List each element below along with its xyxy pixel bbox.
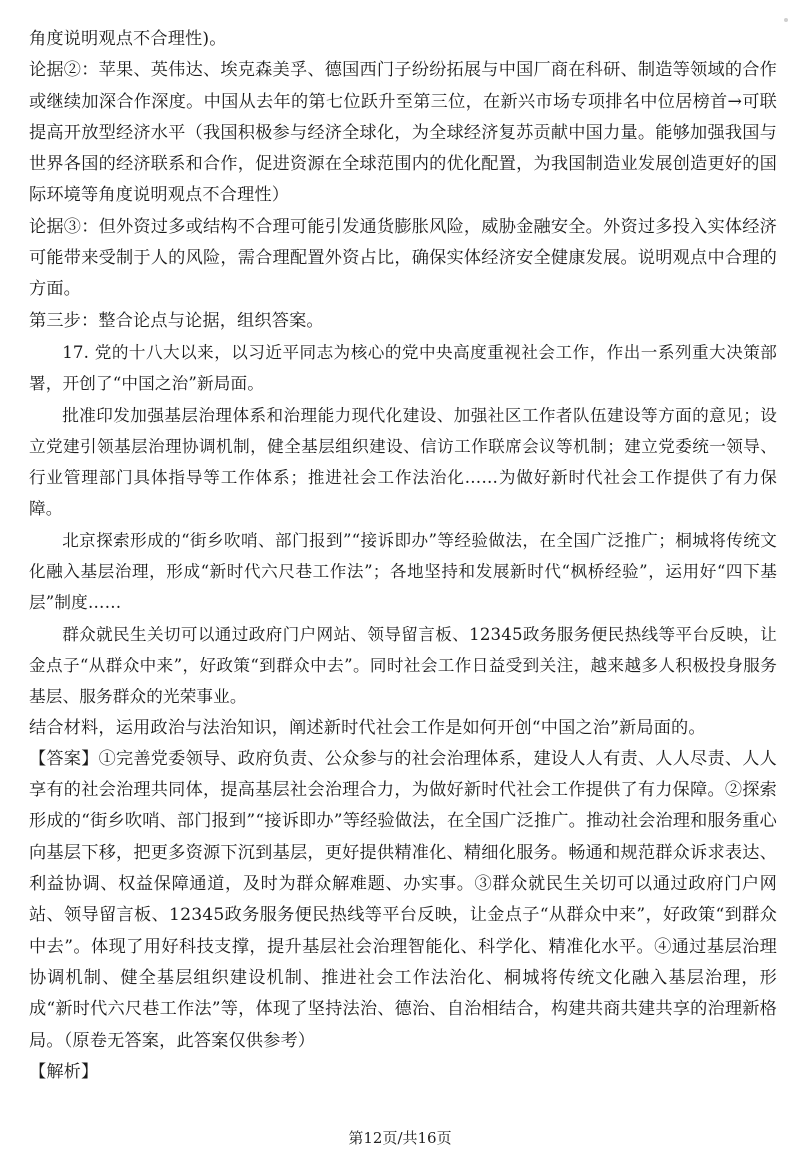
paragraph-argument-2: 论据②：苹果、英伟达、埃克森美孚、德国西门子纷纷拓展与中国厂商在科研、制造等领域的合作或继续加深合作深度。中国从去年的第七位跃升至第三位，在新兴市场专项排名中位居榜首→可联提高开放型经济水平（我国积极参与经济全球化，为全球经济复苏贡献中国力量。能够加强我国与世界各国的经济联系和合作，促进资源在全球范围内的优化配置，为我国制造业发展创造更好的国际环境等角度说明观点不合理性） — [29, 60, 777, 206]
page-content — [29, 24, 777, 1088]
material-paragraph-1: 批准印发加强基层治理体系和治理能力现代化建设、加强社区工作者队伍建设等方面的意见；设立党建引领基层治理协调机制，健全基层组织建设、信访工作联席会议等机制；建立党委统一领导、行业管理部门具体指导等工作体系；推进社会工作法治化……为做好新时代社会工作提供了有力保障。 — [29, 405, 777, 519]
paragraph-argument-3: 论据③：但外资过多或结构不合理可能引发通货膨胀风险，威胁金融安全。外资过多投入实体经济可能带来受制于人的风险，需合理配置外资占比，确保实体经济安全健康发展。说明观点中合理的方面。 — [29, 216, 777, 300]
scan-dot — [784, 18, 788, 22]
paragraph-step-3: 第三步：整合论点与论据，组织答案。 — [29, 310, 324, 331]
paragraph-continuation: 角度说明观点不合理性)。 — [29, 29, 227, 49]
analysis-label: 【解析】 — [29, 1061, 99, 1082]
answer-paragraph: 【答案】①完善党委领导、政府负责、公众参与的社会治理体系，建设人人有责、人人尽责、人人享有的社会治理共同体，提高基层社会治理合力，为做好新时代社会工作提供了有力保障。②探索形成的“街乡吹哨、部门报到”“接诉即办”等经验做法，在全国广泛推广。推动社会治理和服务重心向基层下移，把更多资源下沉到基层，更好提供精准化、精细化服务。畅通和规范群众诉求表达、利益协调、权益保障通道，及时为群众解难题、办实事。③群众就民生关切可以通过政府门户网站、领导留言板、12345政务服务便民热线等平台反映，让金点子“从群众中来”，好政策“到群众中去”。体现了用好科技支撑，提升基层社会治理智能化、科学化、精准化水平。④通过基层治理协调机制、健全基层组织建设机制、推进社会工作法治化、桐城将传统文化融入基层治理，形成“新时代六尺巷工作法”等，体现了坚持法治、德治、自治相结合，构建共商共建共享的治理新格局。（原卷无答案，此答案仅供参考） — [29, 748, 777, 1051]
material-paragraph-2: 北京探索形成的“街乡吹哨、部门报到”“接诉即办”等经验做法，在全国广泛推广；桐城将传统文化融入基层治理，形成“新时代六尺巷工作法”；各地坚持和发展新时代“枫桥经验”，运用好“四下基层”制度…… — [29, 530, 777, 613]
question-17-stem: 17. 党的十八大以来，以习近平同志为核心的党中央高度重视社会工作，作出一系列重大决策部署，开创了“中国之治”新局面。 — [29, 342, 777, 394]
page-number-footer: 第12页/共16页 — [348, 1129, 452, 1147]
question-17-prompt: 结合材料，运用政治与法治知识，阐述新时代社会工作是如何开创“中国之治”新局面的。 — [29, 717, 706, 738]
material-paragraph-3: 群众就民生关切可以通过政府门户网站、领导留言板、12345政务服务便民热线等平台反映，让金点子“从群众中来”，好政策“到群众中去”。同时社会工作日益受到关注，越来越多人积极投身服务基层、服务群众的光荣事业。 — [29, 624, 777, 707]
